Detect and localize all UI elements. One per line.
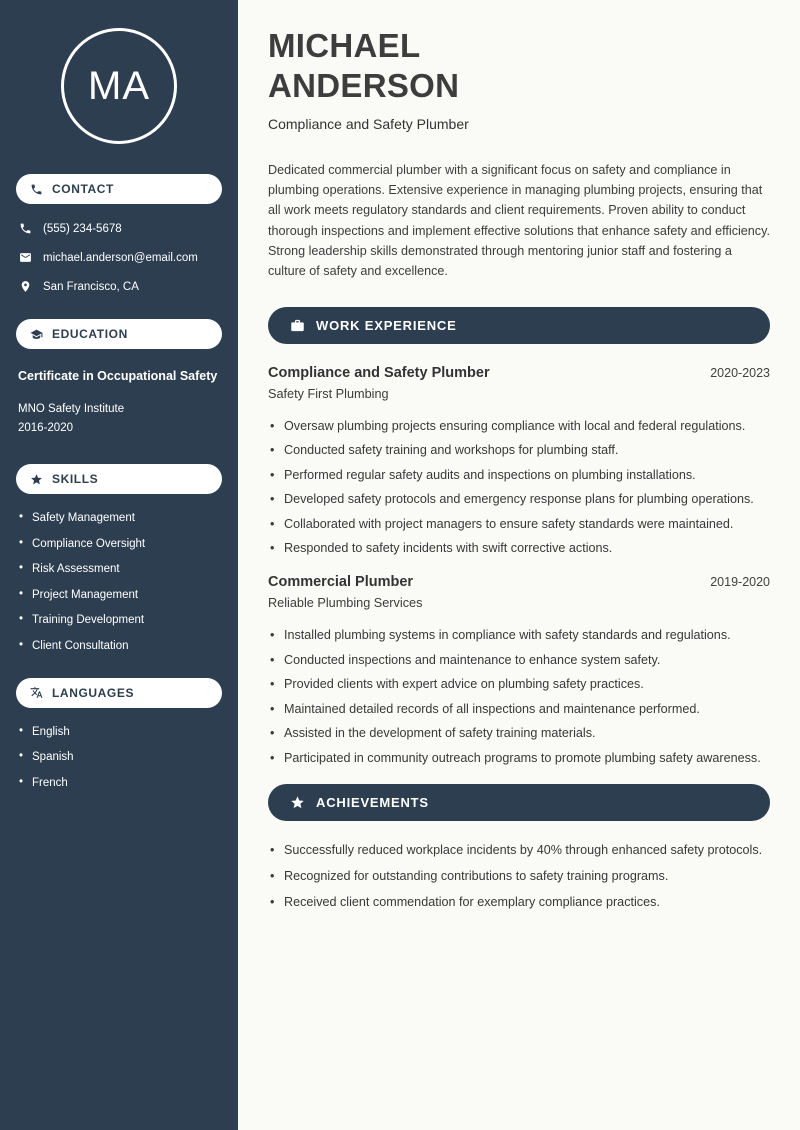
achievements-list [268, 842, 770, 911]
main-content [238, 0, 800, 1130]
language-item: • English [18, 726, 222, 738]
achievements-banner [268, 784, 770, 821]
person-name [268, 26, 770, 107]
job-title-text: Commercial Plumber [268, 574, 414, 591]
languages-section [16, 678, 222, 789]
education-header-label: EDUCATION [52, 327, 128, 341]
job-bullet: • Assisted in the development of safety training materials. [268, 725, 770, 742]
phone-value: (555) 234-5678 [43, 222, 122, 235]
translate-icon [30, 686, 43, 699]
job-bullet: • Provided clients with expert advice on plumbing safety practices. [268, 676, 770, 693]
contact-location [19, 280, 222, 293]
contact-email [19, 251, 222, 264]
education-degree: Certificate in Occupational Safety [18, 369, 218, 383]
job-bullet: • Responded to safety incidents with swift corrective actions. [268, 540, 770, 557]
job-bullet: • Oversaw plumbing projects ensuring compliance with local and federal regulations. [268, 418, 770, 435]
skills-header [16, 464, 222, 494]
language-item: • Spanish [18, 751, 222, 763]
achievement-bullet: • Received client commendation for exemplary compliance practices. [268, 894, 770, 911]
job-entry [268, 365, 770, 558]
location-pin-icon [19, 280, 32, 293]
language-item: • French [18, 777, 222, 789]
job-bullet-list [268, 627, 770, 767]
job-bullet: • Participated in community outreach programs to promote plumbing safety awareness. [268, 750, 770, 767]
job-header [268, 365, 770, 381]
education-header [16, 319, 222, 349]
education-school: MNO Safety Institute [18, 403, 125, 416]
languages-list [18, 726, 222, 789]
skills-section [16, 464, 222, 652]
job-bullet: • Conducted safety training and workshops for plumbing staff. [268, 442, 770, 459]
skill-item: • Risk Assessment [18, 563, 222, 575]
contact-header-label: CONTACT [52, 182, 114, 196]
star-icon [290, 795, 305, 810]
job-title-text: Compliance and Safety Plumber [268, 364, 490, 381]
location-value: San Francisco, CA [43, 280, 139, 293]
briefcase-icon [290, 318, 305, 333]
job-dates: 2020-2023 [710, 365, 770, 380]
last-name: ANDERSON [268, 67, 460, 105]
job-bullet: • Installed plumbing systems in compliance with safety standards and regulations. [268, 627, 770, 644]
mail-icon [19, 251, 32, 264]
job-bullet-list [268, 418, 770, 558]
job-bullet: • Maintained detailed records of all inspections and maintenance performed. [268, 701, 770, 718]
sidebar [0, 0, 238, 1130]
job-entry [268, 574, 770, 767]
job-bullet: • Developed safety protocols and emergency response plans for plumbing operations. [268, 491, 770, 508]
skills-header-label: SKILLS [52, 472, 99, 487]
languages-header-label: LANGUAGES [52, 685, 135, 700]
job-bullet: • Performed regular safety audits and inspections on plumbing installations. [268, 467, 770, 484]
skill-item: • Training Development [18, 614, 222, 626]
languages-header [16, 678, 222, 708]
job-company: Reliable Plumbing Services [268, 596, 423, 611]
work-experience-banner [268, 307, 770, 344]
contact-section [16, 174, 222, 293]
achievement-bullet: • Successfully reduced workplace incidents by 40% through enhanced safety protocols. [268, 842, 770, 859]
phone-icon [30, 183, 43, 196]
job-bullet: • Collaborated with project managers to ensure safety standards were maintained. [268, 516, 770, 533]
graduation-cap-icon [30, 328, 43, 341]
summary-paragraph: Dedicated commercial plumber with a significant focus on safety and compliance in plumbing operations. Extensive experience in managing plumbing projects, ensuring that all work meets regulatory standards and client requirements. Proven ability to conduct thorough inspections and implement effective solutions that enhance safety and efficiency. Strong leadership skills demonstrated through mentoring junior staff and fostering a culture of safety and excellence. [268, 162, 770, 279]
skill-item: • Client Consultation [18, 640, 222, 652]
job-dates: 2019-2020 [710, 575, 770, 590]
contact-phone [19, 222, 222, 235]
star-icon [30, 473, 43, 486]
email-value: michael.anderson@email.com [43, 251, 198, 264]
person-job-title: Compliance and Safety Plumber [268, 115, 469, 132]
job-bullet: • Conducted inspections and maintenance to enhance system safety. [268, 652, 770, 669]
phone-icon [19, 222, 32, 235]
skills-list [18, 512, 222, 652]
job-header [268, 574, 770, 590]
skill-item: • Project Management [18, 589, 222, 601]
achievement-bullet: • Recognized for outstanding contributions to safety training programs. [268, 868, 770, 885]
education-years: 2016-2020 [18, 422, 73, 435]
avatar [61, 28, 177, 144]
achievements-header-label: ACHIEVEMENTS [316, 794, 429, 810]
contact-header [16, 174, 222, 204]
education-section [16, 319, 222, 438]
work-experience-header-label: WORK EXPERIENCE [316, 317, 457, 333]
skill-item: • Compliance Oversight [18, 538, 222, 550]
first-name: MICHAEL [268, 27, 421, 64]
job-company: Safety First Plumbing [268, 386, 389, 401]
skill-item: • Safety Management [18, 512, 222, 524]
avatar-initials: MA [88, 63, 150, 108]
